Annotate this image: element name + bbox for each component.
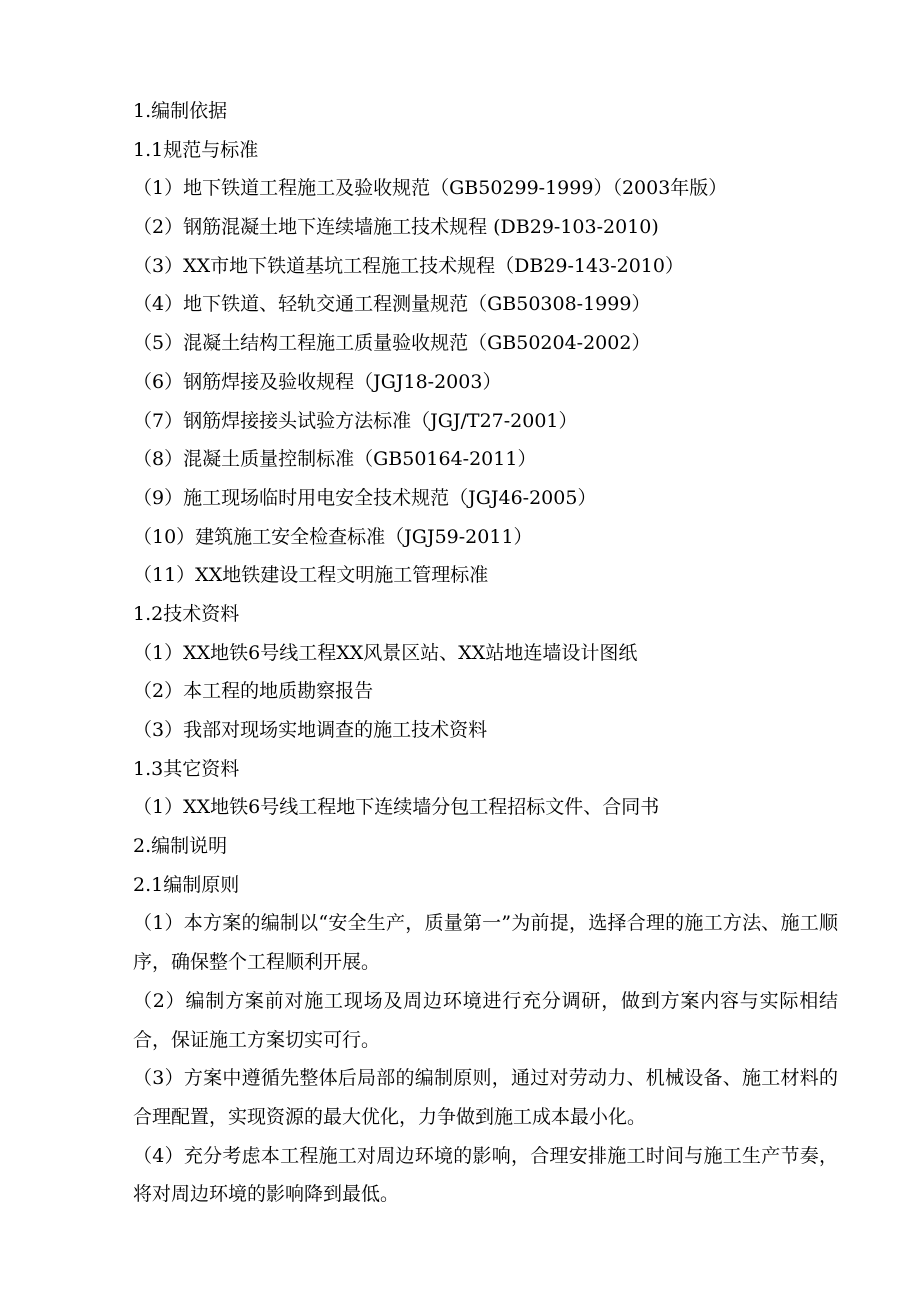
standard-item-7: （7）钢筋焊接接头试验方法标准（JGJ/T27-2001） bbox=[133, 409, 578, 432]
principle-paragraph-1: （1）本方案的编制以“安全生产，质量第一”为前提，选择合理的施工方法、施工顺序，确保整个工程顺利开展。 bbox=[133, 912, 838, 974]
standard-item-5: （5）混凝土结构工程施工质量验收规范（GB50204-2002） bbox=[133, 332, 651, 355]
document-body bbox=[133, 92, 838, 1214]
principle-paragraph-4: （4）充分考虑本工程施工对周边环境的影响，合理安排施工时间与施工生产节奏，将对周边环境的影响降到最低。 bbox=[133, 1144, 838, 1206]
standard-item-2: （2）钢筋混凝土地下连续墙施工技术规程 (DB29-103-2010) bbox=[133, 216, 659, 239]
standard-item-10: （10）建筑施工安全检查标准（JGJ59-2011） bbox=[133, 525, 533, 548]
standard-item-1: （1）地下铁道工程施工及验收规范（GB50299-1999）（2003年版） bbox=[133, 177, 728, 200]
section-heading-1: 1.编制依据 bbox=[133, 100, 228, 122]
section-heading-2: 2.编制说明 bbox=[133, 835, 228, 858]
standard-item-6: （6）钢筋焊接及验收规程（JGJ18-2003） bbox=[133, 370, 502, 393]
principle-paragraph-2: （2）编制方案前对施工现场及周边环境进行充分调研，做到方案内容与实际相结合，保证施工方案切实可行。 bbox=[133, 989, 838, 1051]
standard-item-3: （3）XX市地下铁道基坑工程施工技术规程（DB29-143-2010） bbox=[133, 254, 684, 277]
principle-paragraph-3: （3）方案中遵循先整体后局部的编制原则，通过对劳动力、机械设备、施工材料的合理配置，实现资源的最大优化，力争做到施工成本最小化。 bbox=[133, 1067, 838, 1128]
subsection-heading-2-1: 2.1编制原则 bbox=[133, 873, 240, 896]
subsection-heading-1-1: 1.1规范与标准 bbox=[133, 138, 259, 161]
subsection-heading-1-3: 1.3其它资料 bbox=[133, 757, 240, 780]
standard-item-8: （8）混凝土质量控制标准（GB50164-2011） bbox=[133, 448, 537, 471]
standard-item-11: （11）XX地铁建设工程文明施工管理标准 bbox=[133, 564, 489, 587]
subsection-heading-1-2: 1.2技术资料 bbox=[133, 602, 240, 625]
tech-item-3: （3）我部对现场实地调查的施工技术资料 bbox=[133, 719, 488, 741]
other-item-1: （1）XX地铁6号线工程地下连续墙分包工程招标文件、合同书 bbox=[133, 796, 660, 819]
tech-item-1: （1）XX地铁6号线工程XX风景区站、XX站地连墙设计图纸 bbox=[133, 641, 638, 664]
tech-item-2: （2）本工程的地质勘察报告 bbox=[133, 680, 374, 703]
standard-item-4: （4）地下铁道、轻轨交通工程测量规范（GB50308-1999） bbox=[133, 293, 651, 316]
standard-item-9: （9）施工现场临时用电安全技术规范（JGJ46-2005） bbox=[133, 486, 597, 509]
